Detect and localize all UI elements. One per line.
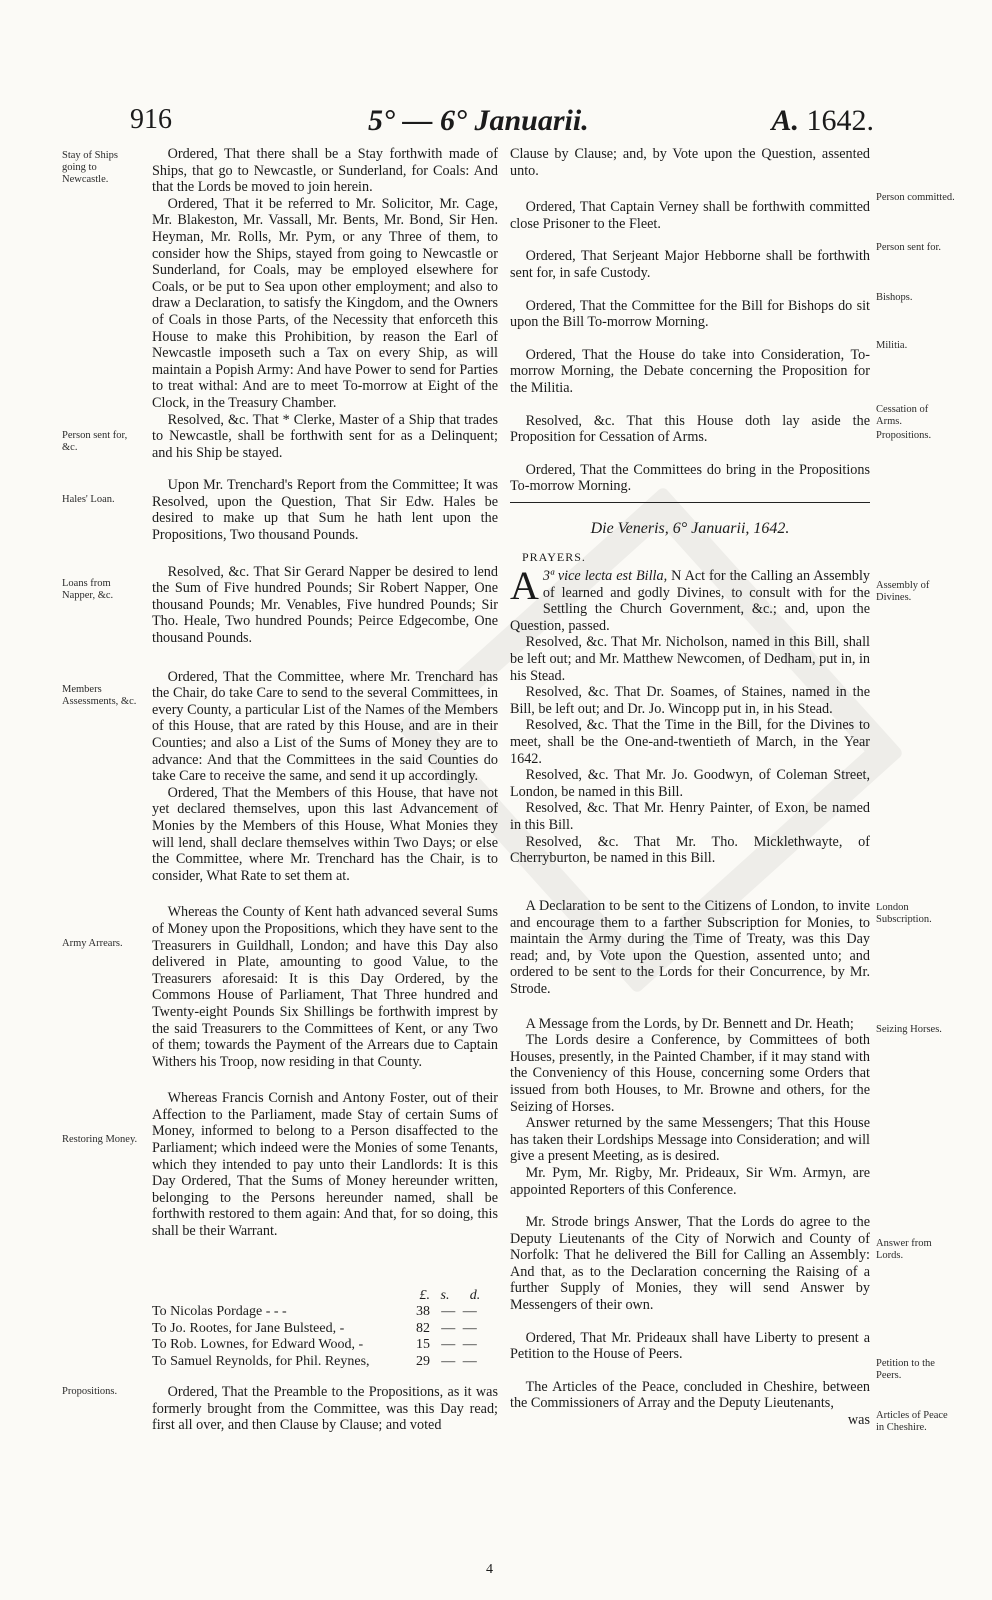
margin-note: Person sent for. bbox=[876, 242, 942, 253]
entry-paragraph: Whereas the County of Kent hath advanced several Sums of Money upon the Propositions, which they have sent to the Treasurers in Guildhall, London; and have this Day also delivered in Plate, amounting to good Value, to the Treasurers aforesaid: It is this Day Ordered, by the Commons House of Parliament, That Three hundred and Twenty-eight Pounds Six Shillings be forthwith imprest by the said Treasurers to the Committees of Kent, or any Two of them; towards the Payment of the Arrears due to Captain Withers his Troop, now residing in that County. bbox=[152, 904, 498, 1070]
entry-paragraph: Ordered, That Serjeant Major Hebborne shall be forthwith sent for, in safe Custody. bbox=[510, 248, 870, 281]
margin-note: Propositions. bbox=[876, 430, 932, 441]
right-column bbox=[510, 146, 870, 495]
left-column bbox=[152, 146, 498, 1240]
entry-paragraph: Ordered, That the Preamble to the Propositions, as it was formerly brought from the Committee, was this Day read; first all over, and then Clause by Clause; and voted bbox=[152, 1384, 498, 1434]
entry-paragraph: Resolved, &c. That * Clerke, Master of a Ship that trades to Newcastle, shall be forthwith sent for as a Delinquent; and his Ship be stayed. bbox=[152, 411, 498, 461]
drop-cap: A bbox=[510, 563, 539, 608]
day-heading: Die Veneris, 6° Januarii, 1642. bbox=[590, 520, 790, 537]
entry-paragraph: Ordered, That the Committee for the Bill for Bishops do sit upon the Bill To-morrow Morning. bbox=[510, 297, 870, 331]
entry-paragraph: Clause by Clause; and, by Vote upon the Question, assented unto. bbox=[510, 146, 870, 179]
margin-note: Answer from Lords. bbox=[876, 1238, 932, 1261]
catchword: was bbox=[847, 1412, 870, 1429]
margin-note: Bishops. bbox=[876, 292, 913, 303]
margin-note: Stay of Ships going to Newcastle. bbox=[62, 150, 119, 185]
entry-paragraph: A Declaration to be sent to the Citizens of London, to invite and encourage them to a farther Subscription for Monies, to maintain the Army during the Time of Treaty, was this Day read; and, by Vote upon the Question, assented unto; and ordered to be sent to the Lords for their Concurrence, by Mr. Strode. bbox=[510, 898, 870, 997]
entry-paragraph: Resolved, &c. That Mr. Jo. Goodwyn, of Coleman Street, London, be named in this Bill. bbox=[510, 767, 870, 800]
section-rule bbox=[510, 502, 870, 503]
entry-paragraph: Ordered, That the Members of this House, that have not yet declared themselves, upon this last Advancement of Monies by the Members of this House, What Monies they will lend, shall declare themselves within Two Days; or else the Committee, where Mr. Trenchard has the Chair, is to consider, What Rate to set them at. bbox=[152, 784, 498, 884]
entry-paragraph: Resolved, &c. That this House doth lay aside the Proposition for Cessation of Arms. bbox=[510, 412, 870, 446]
margin-note: Militia. bbox=[876, 340, 908, 351]
entry-paragraph: Answer returned by the same Messengers; That this House has taken their Lordships Message into Consideration; and will give a present Meeting, as is desired. bbox=[510, 1115, 870, 1165]
margin-note: Army Arrears. bbox=[62, 938, 123, 949]
bill-entry: 3ª vice lecta est Billa, A N Act for the Calling an Assembly of learned and godly Divines, to consult with for the Settling the Church Government, &c.; and, upon the Question, passed. bbox=[510, 563, 871, 634]
entry-paragraph: Ordered, That it be referred to Mr. Solicitor, Mr. Cage, Mr. Blakeston, Mr. Vassall, Mr. Bents, Mr. Bond, Sir Hen. Heyman, Mr. Rolls, Mr. Pym, or any Three of them, to consider how the Ships, stayed from going to Newcastle or Sunderland, for Coals, may be employed elsewhere for Coals, or be put to Sea upon other employment; and also to draw a Declaration, to satisfy the Kingdom, and the Owners of Coals in those Parts, of the Necessity that enforceth this House to make this Prohibition, by reason the Earl of Newcastle imposeth such a Tax on every Ship, as will maintain a Popish Army: And have Power to send for Parties to treat withal: And are to meet To-morrow at Eight of the Clock, in the Treasury Chamber. bbox=[152, 195, 498, 411]
page-title: 5° — 6° Januarii. bbox=[368, 104, 589, 137]
entry-paragraph: Mr. Pym, Mr. Rigby, Mr. Prideaux, Sir Wm. Armyn, are appointed Reporters of this Conference. bbox=[510, 1164, 870, 1198]
left-column-end bbox=[152, 1384, 498, 1434]
entry-paragraph: Resolved, &c. That Mr. Tho. Micklethwayte, of Cherryburton, be named in this Bill. bbox=[510, 833, 870, 867]
margin-note: Petition to the Peers. bbox=[876, 1358, 935, 1381]
money-row: To Nicolas Pordage - - - 38 — — bbox=[152, 1304, 479, 1320]
entry-paragraph: Ordered, That the Committees do bring in the Propositions To-morrow Morning. bbox=[510, 461, 870, 495]
margin-note: London Subscription. bbox=[876, 902, 932, 925]
entry-paragraph: The Lords desire a Conference, by Committees of both Houses, presently, in the Painted Chamber, if it may stand with the Conveniency of this House, concerning some Orders that issued from both Houses, to Mr. Browne and others, for the Seizing of Horses. bbox=[510, 1032, 870, 1115]
entry-paragraph: Resolved, &c. That Sir Gerard Napper be desired to lend the Sum of Five hundred Pounds; Sir Robert Napper, One thousand Pounds; Mr. Venables, Five hundred Pounds; Sir Tho. Heale, Two hundred Pounds; Peirce Edgecombe, One thousand Pounds. bbox=[152, 563, 498, 647]
page-number: 916 bbox=[130, 104, 172, 135]
right-column-lower bbox=[510, 898, 870, 1429]
entry-paragraph: Upon Mr. Trenchard's Report from the Committee; It was Resolved, upon the Question, That Sir Edw. Hales be desired to make up that Sum he hath lent upon the Propositions, Two thousand Pounds. bbox=[152, 477, 498, 544]
folio-mark: 4 bbox=[486, 1562, 493, 1577]
page-header bbox=[0, 104, 992, 148]
entry-paragraph: A Message from the Lords, by Dr. Bennett and Dr. Heath; bbox=[525, 1015, 854, 1032]
bill-reading-prefix: 3ª vice lecta est Billa, bbox=[542, 568, 668, 584]
money-row: To Jo. Rootes, for Jane Bulsteed, - 82 — — bbox=[152, 1320, 479, 1336]
margin-note: Loans from Napper, &c. bbox=[62, 578, 114, 601]
margin-note: Person committed. bbox=[876, 192, 955, 203]
money-table bbox=[152, 1288, 498, 1370]
margin-note: Restoring Money. bbox=[62, 1134, 138, 1145]
money-row: To Samuel Reynolds, for Phil. Reynes, 29 — — bbox=[152, 1353, 479, 1369]
entry-paragraph: Ordered, That the Committee, where Mr. Trenchard has the Chair, do take Care to send to the several Committees, in every County, a particular List of the Names of the Members of this House, that are rated by this House, and are in their Counties; and also a List of the Sums of Money they are to advance: And that the Committees in the said Counties do take Care to receive the same, and send it up accordingly. bbox=[152, 668, 498, 785]
entry-paragraph: Ordered, That Mr. Prideaux shall have Liberty to present a Petition to the House of Peers. bbox=[510, 1329, 870, 1363]
prayers-label: PRAYERS. bbox=[522, 550, 586, 564]
entry-paragraph: Resolved, &c. That the Time in the Bill, for the Divines to meet, shall be the One-and-twentieth of March, in the Year 1642. bbox=[510, 717, 870, 767]
entry-paragraph: Mr. Strode brings Answer, That the Lords do agree to the Deputy Lieutenants of the City of Norwich and County of Norfolk: That he delivered the Bill for Calling an Assembly: And that, as to the Declaration concerning the Raising of a further Supply of Monies, they will send Answer by Messengers of their own. bbox=[510, 1214, 870, 1314]
entry-paragraph: Ordered, That there shall be a Stay forthwith made of Ships, that go to Newcastle, or Sunderland, for Coals: And that the Lords be moved to join herein. bbox=[152, 146, 498, 196]
entry-paragraph: Ordered, That Captain Verney shall be forthwith committed close Prisoner to the Fleet. bbox=[510, 199, 870, 232]
margin-note: Hales' Loan. bbox=[62, 494, 115, 505]
margin-note: Person sent for, &c. bbox=[62, 430, 128, 453]
entry-paragraph: Whereas Francis Cornish and Antony Foster, out of their Affection to the Parliament, made Stay of certain Sums of Money, informed to belong to a Person disaffected to the Parliament; which indeed were the Monies of some Tenants, which they intended to pay unto their Landlords: It is this Day Ordered, That the Sums of Money hereunder written, belonging to the Persons hereunder named, shall be forthwith restored to them again: And that, for so doing, this shall be their Warrant. bbox=[152, 1090, 498, 1240]
margin-note: Cessation of Arms. bbox=[876, 404, 929, 427]
margin-note: Assembly of Divines. bbox=[876, 580, 930, 603]
entry-paragraph: The Articles of the Peace, concluded in Cheshire, between the Commissioners of Array and the Deputy Lieutenants, bbox=[510, 1378, 870, 1412]
money-row: To Rob. Lownes, for Edward Wood, - 15 — — bbox=[152, 1337, 479, 1353]
margin-note: Members Assessments, &c. bbox=[62, 684, 137, 707]
money-table-header: £. s. d. bbox=[419, 1288, 481, 1303]
margin-note: Seizing Horses. bbox=[876, 1024, 942, 1035]
page-year: A. 1642. bbox=[771, 104, 874, 137]
entry-paragraph: Resolved, &c. That Mr. Henry Painter, of Exon, be named in this Bill. bbox=[510, 800, 870, 833]
right-column-day bbox=[510, 563, 871, 867]
margin-note: Articles of Peace in Cheshire. bbox=[876, 1410, 948, 1433]
entry-paragraph: Resolved, &c. That Dr. Soames, of Staines, named in the Bill, be left out; and Dr. Jo. Wincopp put in, in his Stead. bbox=[510, 684, 870, 717]
entry-paragraph: Ordered, That the House do take into Consideration, To-morrow Morning, the Debate concerning the Proposition for the Militia. bbox=[510, 346, 870, 396]
entry-paragraph: Resolved, &c. That Mr. Nicholson, named in this Bill, shall be left out; and Mr. Matthew Newcomen, of Dedham, put in, in his Stead. bbox=[510, 634, 870, 684]
margin-note: Propositions. bbox=[62, 1386, 118, 1397]
